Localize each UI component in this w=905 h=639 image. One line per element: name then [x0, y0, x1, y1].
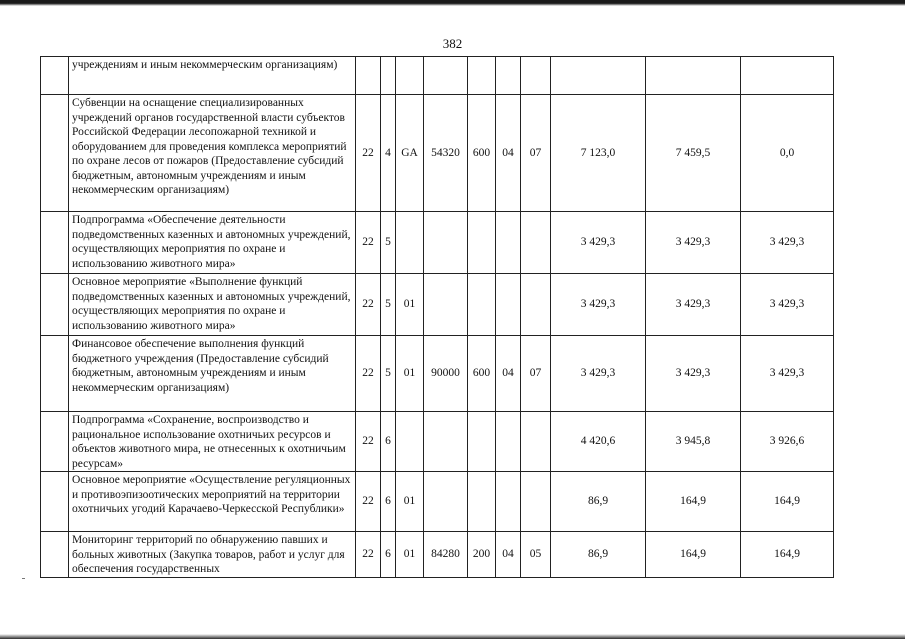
direction-code-cell: 54320 [424, 95, 468, 212]
measure-code-cell: 01 [396, 336, 424, 412]
amount-year2-cell: 3 429,3 [646, 212, 741, 274]
row-name-cell: Подпрограмма «Обеспечение деятельности подведомственных казенных и автономных учреждений, осуществляющих мероприятия по охране и использованию животного мира» [69, 212, 356, 274]
subsection-code-cell [521, 412, 551, 472]
amount-year2-cell: 3 429,3 [646, 336, 741, 412]
table-row [41, 57, 834, 95]
subsection-code-cell: 05 [521, 532, 551, 578]
section-code-cell [496, 412, 521, 472]
expense-type-cell [468, 212, 496, 274]
amount-year2-cell [646, 57, 741, 95]
section-code-cell: 04 [496, 336, 521, 412]
row-number-cell [41, 472, 69, 532]
amount-year3-cell: 3 429,3 [741, 274, 834, 336]
section-code-cell: 04 [496, 532, 521, 578]
table-row [41, 472, 834, 532]
amount-year2-cell: 164,9 [646, 532, 741, 578]
page-number: 382 [442, 36, 463, 51]
scan-speck [22, 578, 25, 579]
expense-type-cell [468, 472, 496, 532]
table-row [41, 412, 834, 472]
expense-type-cell [468, 274, 496, 336]
subsection-code-cell: 07 [521, 95, 551, 212]
subsection-code-cell [521, 212, 551, 274]
amount-year3-cell: 164,9 [741, 532, 834, 578]
program-code-cell: 22 [356, 95, 381, 212]
subprogram-code-cell: 5 [381, 274, 396, 336]
amount-year3-cell [741, 57, 834, 95]
expense-type-cell: 200 [468, 532, 496, 578]
program-code-cell: 22 [356, 212, 381, 274]
direction-code-cell [424, 212, 468, 274]
row-name-cell: Мониторинг территорий по обнаружению павших и больных животных (Закупка товаров, работ и услуг для обеспечения государственных [69, 532, 356, 578]
section-code-cell [496, 57, 521, 95]
amount-year1-cell [551, 57, 646, 95]
row-number-cell [41, 274, 69, 336]
scan-top-edge [0, 0, 905, 6]
table-row [41, 336, 834, 412]
amount-year1-cell: 4 420,6 [551, 412, 646, 472]
amount-year1-cell: 86,9 [551, 472, 646, 532]
amount-year3-cell: 0,0 [741, 95, 834, 212]
amount-year1-cell: 86,9 [551, 532, 646, 578]
amount-year1-cell: 3 429,3 [551, 336, 646, 412]
section-code-cell: 04 [496, 95, 521, 212]
table-row [41, 532, 834, 578]
direction-code-cell [424, 472, 468, 532]
subprogram-code-cell [381, 57, 396, 95]
amount-year1-cell: 3 429,3 [551, 274, 646, 336]
program-code-cell: 22 [356, 472, 381, 532]
row-name-cell: учреждениям и иным некоммерческим организациям) [69, 57, 356, 95]
amount-year2-cell: 164,9 [646, 472, 741, 532]
amount-year1-cell: 3 429,3 [551, 212, 646, 274]
amount-year2-cell: 3 429,3 [646, 274, 741, 336]
section-code-cell [496, 274, 521, 336]
expense-type-cell: 600 [468, 336, 496, 412]
direction-code-cell: 90000 [424, 336, 468, 412]
direction-code-cell: 84280 [424, 532, 468, 578]
expense-type-cell [468, 412, 496, 472]
measure-code-cell [396, 57, 424, 95]
row-name-cell: Основное мероприятие «Осуществление регуляционных и противоэпизоотических мероприятий на территории охотничьих угодий Карачаево-Черкесской Республики» [69, 472, 356, 532]
row-number-cell [41, 336, 69, 412]
row-number-cell [41, 95, 69, 212]
row-name-cell: Финансовое обеспечение выполнения функций бюджетного учреждения (Предоставление субсидий бюджетным, автономным учреждениям и иным некоммерческим организациям) [69, 336, 356, 412]
measure-code-cell: 01 [396, 472, 424, 532]
row-number-cell [41, 212, 69, 274]
subprogram-code-cell: 4 [381, 95, 396, 212]
scan-bottom-edge [0, 634, 905, 639]
expense-type-cell: 600 [468, 95, 496, 212]
measure-code-cell: GA [396, 95, 424, 212]
amount-year1-cell: 7 123,0 [551, 95, 646, 212]
amount-year3-cell: 164,9 [741, 472, 834, 532]
subprogram-code-cell: 5 [381, 336, 396, 412]
program-code-cell: 22 [356, 532, 381, 578]
subsection-code-cell [521, 57, 551, 95]
subprogram-code-cell: 6 [381, 532, 396, 578]
direction-code-cell [424, 274, 468, 336]
program-code-cell: 22 [356, 412, 381, 472]
subsection-code-cell: 07 [521, 336, 551, 412]
amount-year2-cell: 3 945,8 [646, 412, 741, 472]
direction-code-cell [424, 57, 468, 95]
amount-year2-cell: 7 459,5 [646, 95, 741, 212]
row-name-cell: Основное мероприятие «Выполнение функций подведомственных казенных и автономных учреждений, осуществляющих мероприятия по охране и использованию животного мира» [69, 274, 356, 336]
measure-code-cell: 01 [396, 532, 424, 578]
subprogram-code-cell: 5 [381, 212, 396, 274]
table-row [41, 95, 834, 212]
table-body [41, 57, 834, 578]
measure-code-cell: 01 [396, 274, 424, 336]
table-row [41, 212, 834, 274]
program-code-cell [356, 57, 381, 95]
row-number-cell [41, 57, 69, 95]
row-number-cell [41, 412, 69, 472]
table-row [41, 274, 834, 336]
program-code-cell: 22 [356, 274, 381, 336]
measure-code-cell [396, 412, 424, 472]
program-code-cell: 22 [356, 336, 381, 412]
amount-year3-cell: 3 429,3 [741, 212, 834, 274]
row-name-cell: Субвенции на оснащение специализированных учреждений органов государственной власти субъектов Российской Федерации лесопожарной техникой и оборудованием для проведения комплекса мероприятий по охране лесов от пожаров (Предоставление субсидий бюджетным, автономным учреждениям и иным некоммерческим организациям) [69, 95, 356, 212]
measure-code-cell [396, 212, 424, 274]
expense-type-cell [468, 57, 496, 95]
subprogram-code-cell: 6 [381, 472, 396, 532]
budget-table [40, 56, 834, 578]
direction-code-cell [424, 412, 468, 472]
row-number-cell [41, 532, 69, 578]
section-code-cell [496, 472, 521, 532]
subsection-code-cell [521, 472, 551, 532]
section-code-cell [496, 212, 521, 274]
row-name-cell: Подпрограмма «Сохранение, воспроизводство и рациональное использование охотничьих ресурсов и объектов животного мира, не отнесенных к охотничьим ресурсам» [69, 412, 356, 472]
subprogram-code-cell: 6 [381, 412, 396, 472]
amount-year3-cell: 3 926,6 [741, 412, 834, 472]
subsection-code-cell [521, 274, 551, 336]
amount-year3-cell: 3 429,3 [741, 336, 834, 412]
